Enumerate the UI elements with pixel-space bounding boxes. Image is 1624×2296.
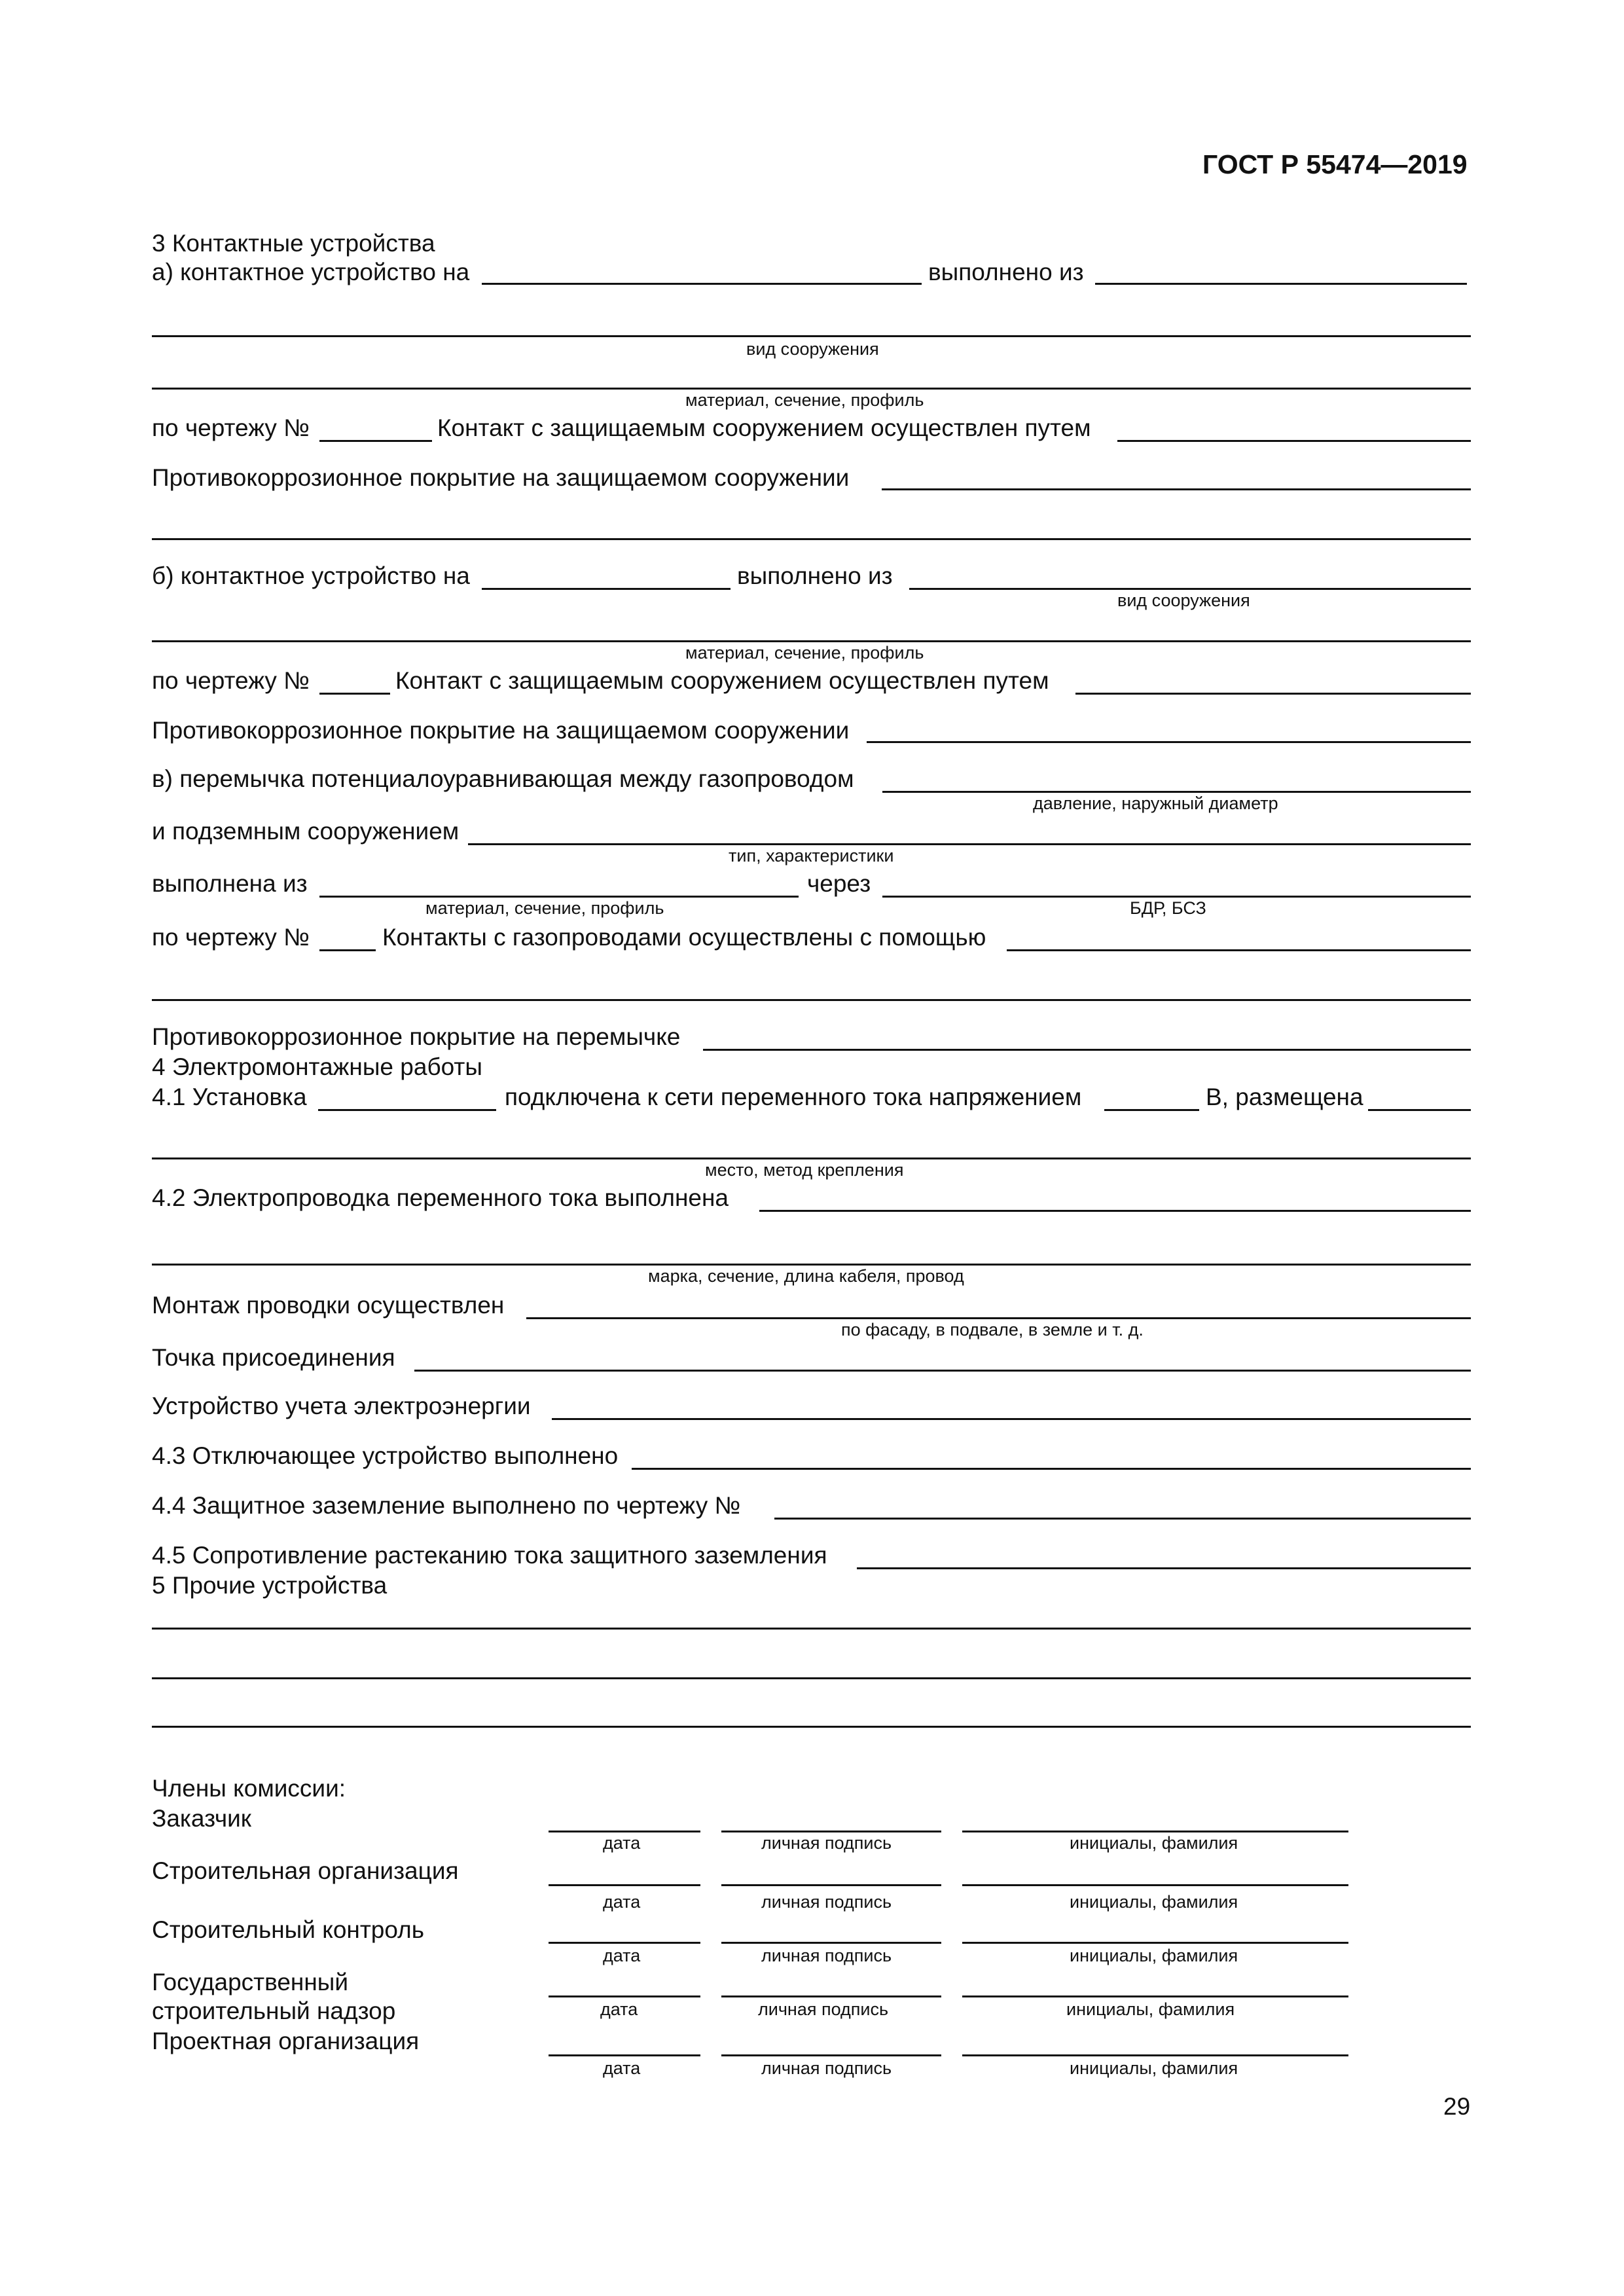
hint-initials-surname: инициалы, фамилия: [1070, 1892, 1238, 1912]
a-contact-label: Контакт с защищаемым сооружением осуществлен путем: [437, 414, 1091, 441]
field-p44[interactable]: [774, 1518, 1471, 1520]
p43-label: 4.3 Отключающее устройство выполнено: [152, 1442, 619, 1469]
field-date[interactable]: [549, 1995, 700, 1997]
field-c-contacts-2[interactable]: [152, 999, 1471, 1001]
field-a-structure-type[interactable]: [152, 335, 1471, 337]
field-a-on[interactable]: [482, 283, 922, 285]
field-signature[interactable]: [721, 2054, 941, 2056]
field-date[interactable]: [549, 1884, 700, 1886]
field-signature[interactable]: [721, 1831, 941, 1832]
field-p45[interactable]: [857, 1567, 1471, 1569]
field-a-coating[interactable]: [882, 488, 1471, 490]
field-b-drawing-no[interactable]: [319, 693, 390, 695]
c-coating-label: Противокоррозионное покрытие на перемычке: [152, 1023, 681, 1050]
hint-facade: по фасаду, в подвале, в земле и т. д.: [841, 1320, 1144, 1339]
field-initials-surname[interactable]: [962, 2054, 1348, 2056]
field-mounting[interactable]: [526, 1317, 1471, 1319]
hint-initials-surname: инициалы, фамилия: [1070, 1833, 1238, 1853]
field-a-drawing-no[interactable]: [319, 440, 432, 442]
field-initials-surname[interactable]: [962, 1831, 1348, 1832]
p42-label: 4.2 Электропроводка переменного тока выполнена: [152, 1184, 729, 1211]
p44-label: 4.4 Защитное заземление выполнено по чертежу №: [152, 1492, 741, 1519]
section-3-title: 3 Контактные устройства: [152, 230, 435, 257]
c-drawing-label: по чертежу №: [152, 924, 310, 951]
field-c-drawing-no[interactable]: [319, 949, 376, 951]
field-p42[interactable]: [759, 1210, 1471, 1212]
field-initials-surname[interactable]: [962, 1942, 1348, 1944]
field-a-material[interactable]: [152, 388, 1471, 390]
field-p43[interactable]: [632, 1468, 1471, 1470]
field-p41-placed[interactable]: [1368, 1109, 1471, 1111]
hint-signature: личная подпись: [758, 1999, 889, 2019]
member-role: Строительная организация: [152, 1857, 459, 1884]
member-role-line-2: строительный надзор: [152, 1997, 396, 2024]
a-drawing-label: по чертежу №: [152, 414, 310, 441]
field-b-on[interactable]: [482, 588, 731, 590]
member-role: Проектная организация: [152, 2028, 420, 2054]
field-date[interactable]: [549, 1831, 700, 1832]
field-p41-place[interactable]: [152, 1157, 1471, 1159]
hint-cable: марка, сечение, длина кабеля, провод: [648, 1266, 964, 1286]
hint-signature: личная подпись: [761, 1833, 892, 1853]
hint-date: дата: [603, 1946, 641, 1965]
meter-label: Устройство учета электроэнергии: [152, 1393, 531, 1419]
field-c-coating[interactable]: [703, 1049, 1471, 1051]
hint-b-structure-type: вид сооружения: [1117, 591, 1250, 610]
field-p41-voltage[interactable]: [1104, 1109, 1199, 1111]
field-c-through[interactable]: [882, 896, 1471, 898]
connection-point-label: Точка присоединения: [152, 1344, 395, 1371]
p41-volts-label: В, размещена: [1206, 1084, 1363, 1110]
hint-pressure: давление, наружный диаметр: [1033, 793, 1278, 813]
field-b-coating[interactable]: [867, 741, 1471, 743]
hint-type: тип, характеристики: [729, 846, 894, 866]
field-other-1[interactable]: [152, 1628, 1471, 1630]
hint-initials-surname: инициалы, фамилия: [1070, 1946, 1238, 1965]
field-signature[interactable]: [721, 1942, 941, 1944]
item-a-made-of: выполнено из: [928, 259, 1084, 285]
page-number: 29: [1443, 2093, 1471, 2120]
field-c-underground[interactable]: [468, 843, 1471, 845]
field-initials-surname[interactable]: [962, 1995, 1348, 1997]
item-b-label: б) контактное устройство на: [152, 562, 470, 589]
member-role: Государственный: [152, 1969, 349, 1995]
field-c-contacts[interactable]: [1007, 949, 1471, 951]
field-a-made-of[interactable]: [1095, 283, 1467, 285]
hint-date: дата: [603, 2058, 641, 2078]
field-signature[interactable]: [721, 1884, 941, 1886]
c-made-of-label: выполнена из: [152, 870, 308, 897]
field-b-made-of[interactable]: [909, 588, 1471, 590]
section-4-title: 4 Электромонтажные работы: [152, 1053, 482, 1080]
b-contact-label: Контакт с защищаемым сооружением осуществлен путем: [395, 667, 1049, 694]
member-role: Заказчик: [152, 1805, 251, 1832]
field-p42-cable[interactable]: [152, 1264, 1471, 1266]
hint-date: дата: [600, 1999, 638, 2019]
p41-connected-label: подключена к сети переменного тока напряжением: [505, 1084, 1082, 1110]
c-contacts-label: Контакты с газопроводами осуществлены с помощью: [382, 924, 986, 951]
field-other-2[interactable]: [152, 1677, 1471, 1679]
hint-initials-surname: инициалы, фамилия: [1066, 1999, 1235, 2019]
hint-date: дата: [603, 1892, 641, 1912]
a-coating-label: Противокоррозионное покрытие на защищаемом сооружении: [152, 464, 850, 491]
hint-structure-type: вид сооружения: [746, 339, 879, 359]
p41-install-label: 4.1 Установка: [152, 1084, 307, 1110]
mounting-label: Монтаж проводки осуществлен: [152, 1292, 505, 1319]
hint-material: материал, сечение, профиль: [685, 390, 924, 410]
field-date[interactable]: [549, 2054, 700, 2056]
c-through-label: через: [807, 870, 871, 897]
b-coating-label: Противокоррозионное покрытие на защищаемом сооружении: [152, 717, 850, 744]
field-c-gas-pipeline[interactable]: [882, 791, 1471, 793]
field-a-coating-2[interactable]: [152, 538, 1471, 540]
field-other-3[interactable]: [152, 1726, 1471, 1728]
field-b-contact[interactable]: [1075, 693, 1471, 695]
document-code: ГОСТ Р 55474—2019: [1202, 149, 1468, 179]
hint-b-material: материал, сечение, профиль: [685, 643, 924, 663]
hint-signature: личная подпись: [761, 1946, 892, 1965]
field-initials-surname[interactable]: [962, 1884, 1348, 1886]
hint-signature: личная подпись: [761, 1892, 892, 1912]
hint-bdr: БДР, БСЗ: [1130, 898, 1206, 918]
field-meter[interactable]: [552, 1418, 1471, 1420]
field-p41-install[interactable]: [318, 1109, 496, 1111]
hint-signature: личная подпись: [761, 2058, 892, 2078]
field-signature[interactable]: [721, 1995, 941, 1997]
item-b-made-of: выполнено из: [737, 562, 893, 589]
hint-place: место, метод крепления: [705, 1160, 904, 1180]
hint-c-material: материал, сечение, профиль: [425, 898, 664, 918]
hint-date: дата: [603, 1833, 641, 1853]
commission-title: Члены комиссии:: [152, 1775, 346, 1802]
field-c-material[interactable]: [319, 896, 799, 898]
hint-initials-surname: инициалы, фамилия: [1070, 2058, 1238, 2078]
section-5-title: 5 Прочие устройства: [152, 1572, 388, 1599]
field-date[interactable]: [549, 1942, 700, 1944]
p45-label: 4.5 Сопротивление растеканию тока защитного заземления: [152, 1542, 827, 1569]
item-a-label: а) контактное устройство на: [152, 259, 470, 285]
field-b-material[interactable]: [152, 640, 1471, 642]
field-a-contact[interactable]: [1117, 440, 1471, 442]
b-drawing-label: по чертежу №: [152, 667, 310, 694]
member-role: Строительный контроль: [152, 1916, 424, 1943]
item-c-label: в) перемычка потенциалоуравнивающая между газопроводом: [152, 765, 854, 792]
field-connection-point[interactable]: [414, 1370, 1471, 1372]
c-underground-label: и подземным сооружением: [152, 818, 460, 845]
